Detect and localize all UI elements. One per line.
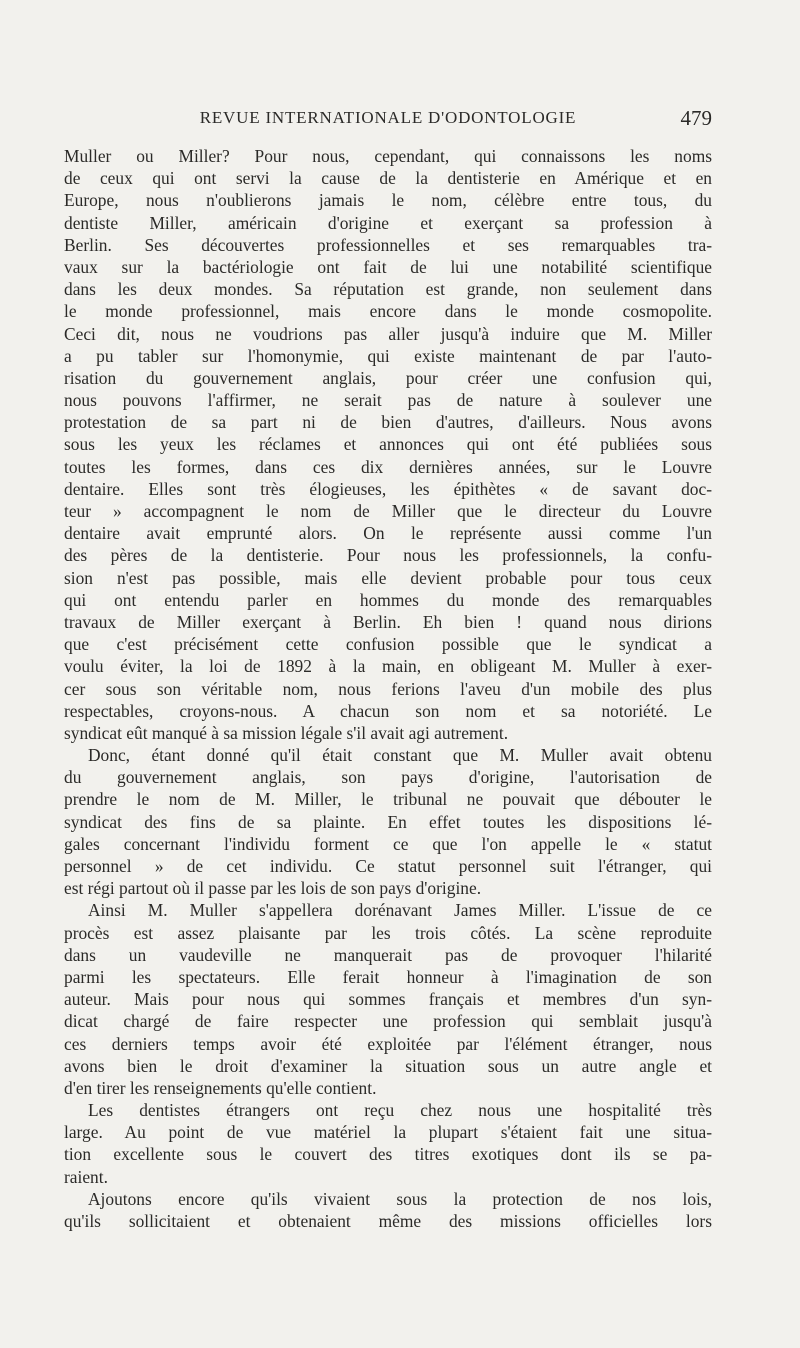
page-number: 479 [680,106,712,130]
text-line: des pères de la dentisterie. Pour nous les professionnels, la confu- [64,545,712,566]
text-line: du gouvernement anglais, son pays d'origine, l'autorisation de [64,767,712,788]
text-line: nous pouvons l'affirmer, ne serait pas de nature à soulever une [64,390,712,411]
text-line: a pu tabler sur l'homonymie, qui existe maintenant de par l'auto- [64,345,712,366]
text-line: parmi les spectateurs. Elle ferait honneur à l'imagination de son [64,966,712,987]
text-line: Ceci dit, nous ne voudrions pas aller jusqu'à induire que M. Miller [64,323,712,344]
text-line: qu'ils sollicitaient et obtenaient même des missions officielles lors [64,1211,712,1231]
text-line: prendre le nom de M. Miller, le tribunal ne pouvait que débouter le [64,789,712,810]
text-line: auteur. Mais pour nous qui sommes français et membres d'un syn- [64,989,712,1010]
text-line: personnel » de cet individu. Ce statut personnel suit l'étranger, qui [64,856,712,876]
text-line: protestation de sa part ni de bien d'autres, d'ailleurs. Nous avons [64,412,712,433]
text-line: raient. [64,1166,108,1187]
text-line: est régi partout où il passe par les lois de son pays d'origine. [64,878,482,899]
text-line: sion n'est pas possible, mais elle devient probable pour tous ceux [64,567,712,588]
text-line: dentiste Miller, américain d'origine et exerçant sa profession à [64,212,712,233]
text-line: travaux de Miller exerçant à Berlin. Eh bien ! quand nous dirions [64,611,712,632]
text-line: Berlin. Ses découvertes professionnelles et ses remarquables tra- [64,234,712,255]
text-line: voulu éviter, la loi de 1892 à la main, en obligeant M. Muller à exer- [64,656,712,677]
text-line: sous les yeux les réclames et annonces qui ont été publiées sous [64,434,712,455]
text-line: Ajoutons encore qu'ils vivaient sous la protection de nos lois, [88,1188,712,1209]
text-line: que c'est précisément cette confusion possible que le syndicat a [64,634,712,655]
text-line: toutes les formes, dans ces dix dernières années, sur le Louvre [64,456,712,477]
text-line: procès est assez plaisante par les trois côtés. La scène reproduite [64,922,712,943]
page-header [64,106,712,134]
text-line: dentaire avait emprunté alors. On le représente aussi comme l'un [64,523,712,544]
text-line: vaux sur la bactériologie ont fait de lui une notabilité scientifique [64,256,712,277]
text-line: risation du gouvernement anglais, pour créer une confusion qui, [64,367,712,388]
body-text [64,145,712,1232]
text-line: respectables, croyons-nous. A chacun son nom et sa notoriété. Le [64,700,712,721]
text-line: qui ont entendu parler en hommes du monde des remarquables [64,589,712,610]
text-line: gales concernant l'individu forment ce que l'on appelle le « statut [64,833,712,854]
text-line: teur » accompagnent le nom de Miller que le directeur du Louvre [64,501,712,521]
text-line: Les dentistes étrangers ont reçu chez nous une hospitalité très [88,1100,712,1121]
text-line: Donc, étant donné qu'il était constant que M. Muller avait obtenu [88,745,712,766]
text-line: d'en tirer les renseignements qu'elle contient. [64,1077,377,1098]
text-line: le monde professionnel, mais encore dans le monde cosmopolite. [64,301,712,322]
text-line: large. Au point de vue matériel la plupart s'étaient fait une situa- [64,1122,712,1143]
text-line: syndicat eût manqué à sa mission légale s'il avait agi autrement. [64,722,509,743]
text-line: dicat chargé de faire respecter une profession qui semblait jusqu'à [64,1011,712,1032]
text-line: dans les deux mondes. Sa réputation est grande, non seulement dans [64,279,712,300]
text-line: avons bien le droit d'examiner la situation sous un autre angle et [64,1055,712,1076]
text-line: Europe, nous n'oublierons jamais le nom, célèbre entre tous, du [64,190,712,211]
text-line: de ceux qui ont servi la cause de la dentisterie en Amérique et en [64,168,712,189]
text-line: dentaire. Elles sont très élogieuses, les épithètes « de savant doc- [64,478,712,499]
text-line: Ainsi M. Muller s'appellera dorénavant James Miller. L'issue de ce [88,900,712,921]
text-line: ces derniers temps avoir été exploitée par l'élément étranger, nous [64,1033,712,1054]
running-title: REVUE INTERNATIONALE D'ODONTOLOGIE [199,108,577,127]
text-line: syndicat des fins de sa plainte. En effet toutes les dispositions lé- [64,811,712,832]
text-line: cer sous son véritable nom, nous ferions l'aveu d'un mobile des plus [64,678,712,699]
text-line: Muller ou Miller? Pour nous, cependant, qui connaissons les noms [64,146,712,166]
text-line: tion excellente sous le couvert des titres exotiques dont ils se pa- [64,1144,712,1165]
text-line: dans un vaudeville ne manquerait pas de provoquer l'hilarité [64,944,712,965]
